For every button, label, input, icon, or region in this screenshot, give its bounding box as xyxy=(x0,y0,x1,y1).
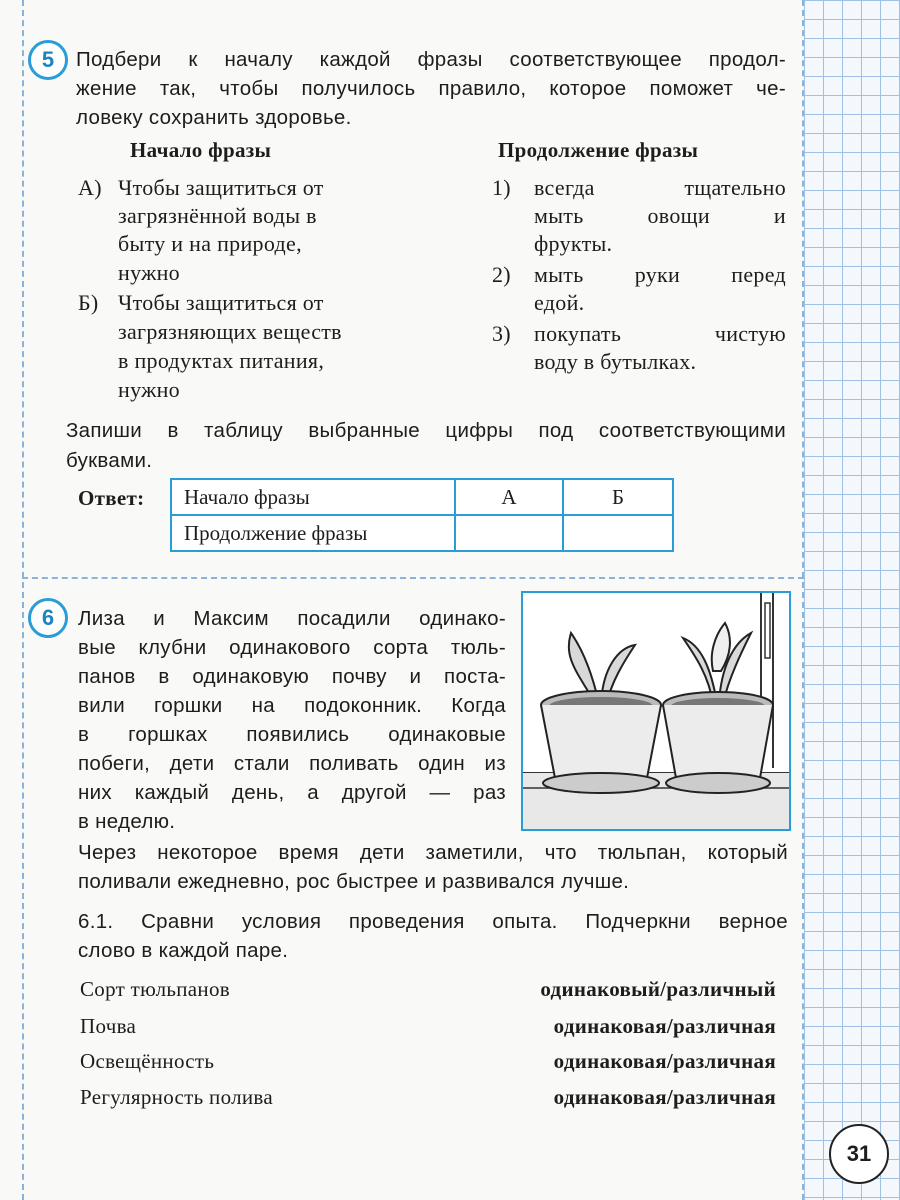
task5-intro-line-1: Подбери к началу каждой фразы соответствующее продол- xyxy=(76,48,786,71)
condition-options-variety[interactable]: одинаковый/различный xyxy=(540,977,776,1001)
condition-options-soil[interactable]: одинаковая/различная xyxy=(553,1014,776,1038)
cont-1-line-2: мыть овощи и xyxy=(534,203,786,228)
task6-text-line-6: побеги, дети стали поливать один из xyxy=(78,752,506,775)
cont-2-line-1: мыть руки перед xyxy=(534,262,786,287)
observation-line-1: Через некоторое время дети заметили, что тюльпан, который xyxy=(78,841,788,864)
cont-1-line-3: фрукты. xyxy=(534,231,613,256)
subtask-line-1: 6.1. Сравни условия проведения опыта. Подчеркни верное xyxy=(78,910,788,933)
start-a-letter: А) xyxy=(78,175,102,200)
start-b-line-4: нужно xyxy=(118,377,180,402)
section-divider xyxy=(22,577,804,579)
tulip-pots-icon xyxy=(523,593,789,829)
instruction-line-2: буквами. xyxy=(66,449,153,472)
task6-text-line-3: панов в одинаковую почву и поста- xyxy=(78,665,506,688)
condition-label-soil: Почва xyxy=(80,1014,137,1038)
start-b-line-2: загрязняющих веществ xyxy=(118,319,342,344)
start-a-line-3: быту и на природе, xyxy=(118,231,302,256)
subtask-line-2: слово в каждой паре. xyxy=(78,939,289,962)
cont-1-line-1: всегда тщательно xyxy=(534,175,786,200)
task6-text-line-8: в неделю. xyxy=(78,810,176,833)
col-cont-header: Продолжение фразы xyxy=(498,138,699,162)
cont-3-line-1: покупать чистую xyxy=(534,321,786,346)
answer-table xyxy=(170,478,674,552)
cont-2-line-2: едой. xyxy=(534,290,585,315)
answer-cell-b[interactable] xyxy=(563,515,673,551)
task5-number-badge: 5 xyxy=(28,40,68,80)
table-row xyxy=(171,479,673,515)
col-header-a: А xyxy=(455,479,563,515)
tulip-pots-illustration xyxy=(521,591,791,831)
grid-margin xyxy=(804,0,900,1200)
task6-text-line-7: них каждый день, а другой — раз xyxy=(78,781,506,804)
answer-label: Ответ: xyxy=(78,486,145,510)
cont-1-num: 1) xyxy=(492,175,511,200)
task6-number-badge: 6 xyxy=(28,598,68,638)
condition-label-light: Освещённость xyxy=(80,1049,215,1073)
task6-text-line-1: Лиза и Максим посадили одинако- xyxy=(78,607,506,630)
cont-3-line-2: воду в бутылках. xyxy=(534,349,697,374)
condition-label-watering: Регулярность полива xyxy=(80,1085,273,1109)
cont-2-num: 2) xyxy=(492,262,511,287)
start-b-line-3: в продуктах питания, xyxy=(118,348,325,373)
task6-text-line-5: в горшках появились одинаковые xyxy=(78,723,506,746)
task6-text-line-4: вили горшки на подоконник. Когда xyxy=(78,694,506,717)
task5-intro-line-3: ловеку сохранить здоровье. xyxy=(76,106,352,129)
col-start-header: Начало фразы xyxy=(130,138,272,162)
instruction-line-1: Запиши в таблицу выбранные цифры под соответствующими xyxy=(66,419,786,442)
col-header-b: Б xyxy=(563,479,673,515)
task5-intro-line-2: жение так, чтобы получилось правило, которое поможет че- xyxy=(76,77,786,100)
task6-text-line-2: вые клубни одинакового сорта тюль- xyxy=(78,636,506,659)
condition-options-light[interactable]: одинаковая/различная xyxy=(553,1049,776,1073)
row-label-start: Начало фразы xyxy=(171,479,455,515)
start-b-letter: Б) xyxy=(78,290,99,315)
table-row xyxy=(171,515,673,551)
start-a-line-4: нужно xyxy=(118,260,180,285)
condition-label-variety: Сорт тюльпанов xyxy=(80,977,230,1001)
observation-line-2: поливали ежедневно, рос быстрее и развивался лучше. xyxy=(78,870,630,893)
answer-cell-a[interactable] xyxy=(455,515,563,551)
start-a-line-2: загрязнённой воды в xyxy=(118,203,317,228)
condition-options-watering[interactable]: одинаковая/различная xyxy=(553,1085,776,1109)
row-label-continuation: Продолжение фразы xyxy=(171,515,455,551)
cont-3-num: 3) xyxy=(492,321,511,346)
page-number: 31 xyxy=(829,1124,889,1184)
start-b-line-1: Чтобы защититься от xyxy=(118,290,324,315)
start-a-line-1: Чтобы защититься от xyxy=(118,175,324,200)
